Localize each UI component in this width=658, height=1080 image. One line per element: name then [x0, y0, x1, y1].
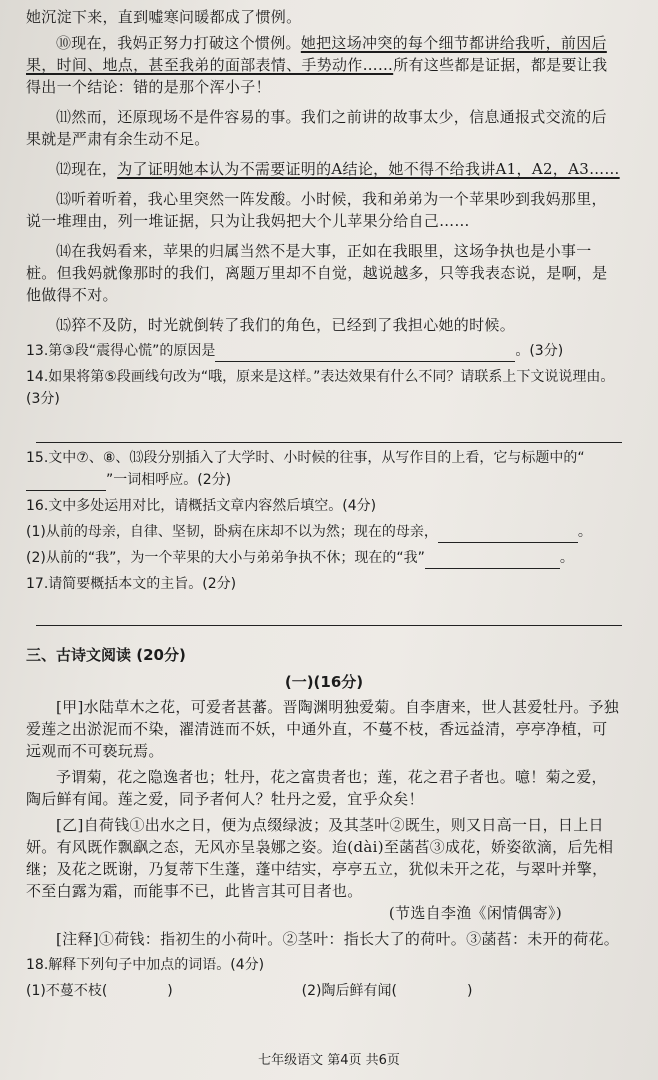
q16-2-answer-blank[interactable]	[425, 552, 560, 569]
q16-1-answer-blank[interactable]	[438, 526, 578, 543]
q16-1-end: 。	[577, 524, 592, 540]
q16-2-text: (2)从前的“我”，为一个苹果的大小与弟弟争执不休；现在的“我”	[26, 550, 425, 566]
paragraph-12	[26, 158, 622, 180]
question-18: 18.解释下列句子中加点的词语。(4分)	[26, 957, 265, 973]
section-3-subtitle: (一)(16分)	[284, 673, 364, 691]
annotation: [注释]①荷钱：指初生的小荷叶。②茎叶：指长大了的荷叶。③菡萏：未开的荷花。	[56, 930, 620, 948]
q18-2-text: (2)陶后鲜有闻(	[301, 983, 397, 999]
p10-end: 所有这些都是证据，都是要让我得出一个结论：错的是那个浑小子！	[26, 56, 608, 96]
p10-underlined: 她把这场冲突的每个细节都讲给我听，前因后果，时间、地点，甚至我弟的面部表情、手势动作……	[26, 34, 607, 74]
p12-underlined: 为了证明她本认为不需要证明的A结论，她不得不给我讲A1，A2，A3……	[117, 160, 620, 178]
paragraph-15: ⒂猝不及防，时光就倒转了我们的角色，已经到了我担心她的时候。	[56, 316, 516, 334]
question-14: 14.如果将第⑤段画线句改为“哦，原来是这样。”表达效果有什么不同？请联系上下文说说理由。(3分)	[26, 369, 615, 407]
question-17: 17.请简要概括本文的主旨。(2分)	[26, 576, 237, 592]
text-jia-1: [甲]水陆草木之花，可爱者甚蕃。晋陶渊明独爱菊。自李唐来，世人甚爱牡丹。予独爱莲之出淤泥而不染，濯清涟而不妖，中通外直，不蔓不枝，香远益清，亭亭净植，可远观而不可亵玩焉。	[26, 698, 620, 760]
q15-points: ”一词相呼应。(2分)	[106, 472, 232, 488]
question-18-items	[26, 980, 622, 1002]
question-15	[26, 447, 622, 491]
paragraph-13: ⒀听着听着，我心里突然一阵发酸。小时候，我和弟弟为一个苹果吵到我妈那里，说一堆理由，列一堆证据，只为让我妈把大个儿苹果分给自己……	[26, 190, 607, 230]
section-3-title: 三、古诗文阅读 (20分)	[26, 646, 186, 664]
paragraph-10	[26, 32, 622, 98]
q15-answer-blank[interactable]	[26, 474, 106, 491]
q18-1-text: (1)不蔓不枝(	[26, 983, 108, 999]
q18-2-close: )	[466, 983, 473, 999]
q18-1-close: )	[167, 983, 173, 999]
q16-2-end: 。	[559, 550, 574, 566]
p10-start: ⑩现在，我妈正努力打破这个惯例。	[56, 34, 301, 52]
source-note: (节选自李渔《闲情偶寄》)	[388, 904, 562, 922]
q14-answer-line[interactable]	[36, 422, 622, 443]
q13-answer-blank[interactable]	[215, 345, 515, 362]
p12-start: ⑿现在，	[56, 160, 118, 178]
page-footer: 七年级语文 第4页 共6页	[258, 1053, 400, 1068]
paragraph-11: ⑾然而，还原现场不是件容易的事。我们之前讲的故事太少，信息通报式交流的后果就是严肃有余生动不足。	[26, 108, 607, 148]
q15-text: 15.文中⑦、⑧、⒀段分别插入了大学时、小时候的往事，从写作目的上看，它与标题中的“	[26, 450, 585, 466]
question-13	[26, 340, 622, 362]
paragraph-14: ⒁在我妈看来，苹果的归属当然不是大事，正如在我眼里，这场争执也是小事一桩。但我妈就像那时的我们，离题万里却不自觉，越说越多，只等我表态说，是啊，是他做得不对。	[26, 242, 608, 304]
q13-points: 。(3分)	[515, 343, 564, 359]
q16-1-text: (1)从前的母亲，自律、坚韧，卧病在床却不以为然；现在的母亲，	[26, 524, 438, 540]
question-16-1	[26, 521, 622, 543]
passage-top: 她沉淀下来，直到嘘寒问暖都成了惯例。	[26, 8, 302, 26]
question-16-2	[26, 547, 622, 569]
q17-answer-line[interactable]	[36, 605, 622, 626]
q13-text: 13.第③段“震得心慌”的原因是	[26, 343, 216, 359]
text-yi: [乙]自荷钱①出水之日，便为点缀绿波；及其茎叶②既生，则又日高一日，日上日妍。有风既作飘飖之态，无风亦呈袅娜之姿。迨(dài)至菡萏③成花，娇姿欲滴，后先相继；及花之既谢，乃复蒂下生蓬，蓬中结实，亭亭五立，犹似未开之花，与翠叶并擎，不至白露为霜，而能事不已，此皆言其可目者也。	[26, 816, 614, 900]
question-16: 16.文中多处运用对比，请概括文章内容然后填空。(4分)	[26, 498, 377, 514]
text-jia-2: 予谓菊，花之隐逸者也；牡丹，花之富贵者也；莲，花之君子者也。噫！菊之爱，陶后鲜有闻。莲之爱，同予者何人？牡丹之爱，宜乎众矣！	[26, 768, 607, 808]
